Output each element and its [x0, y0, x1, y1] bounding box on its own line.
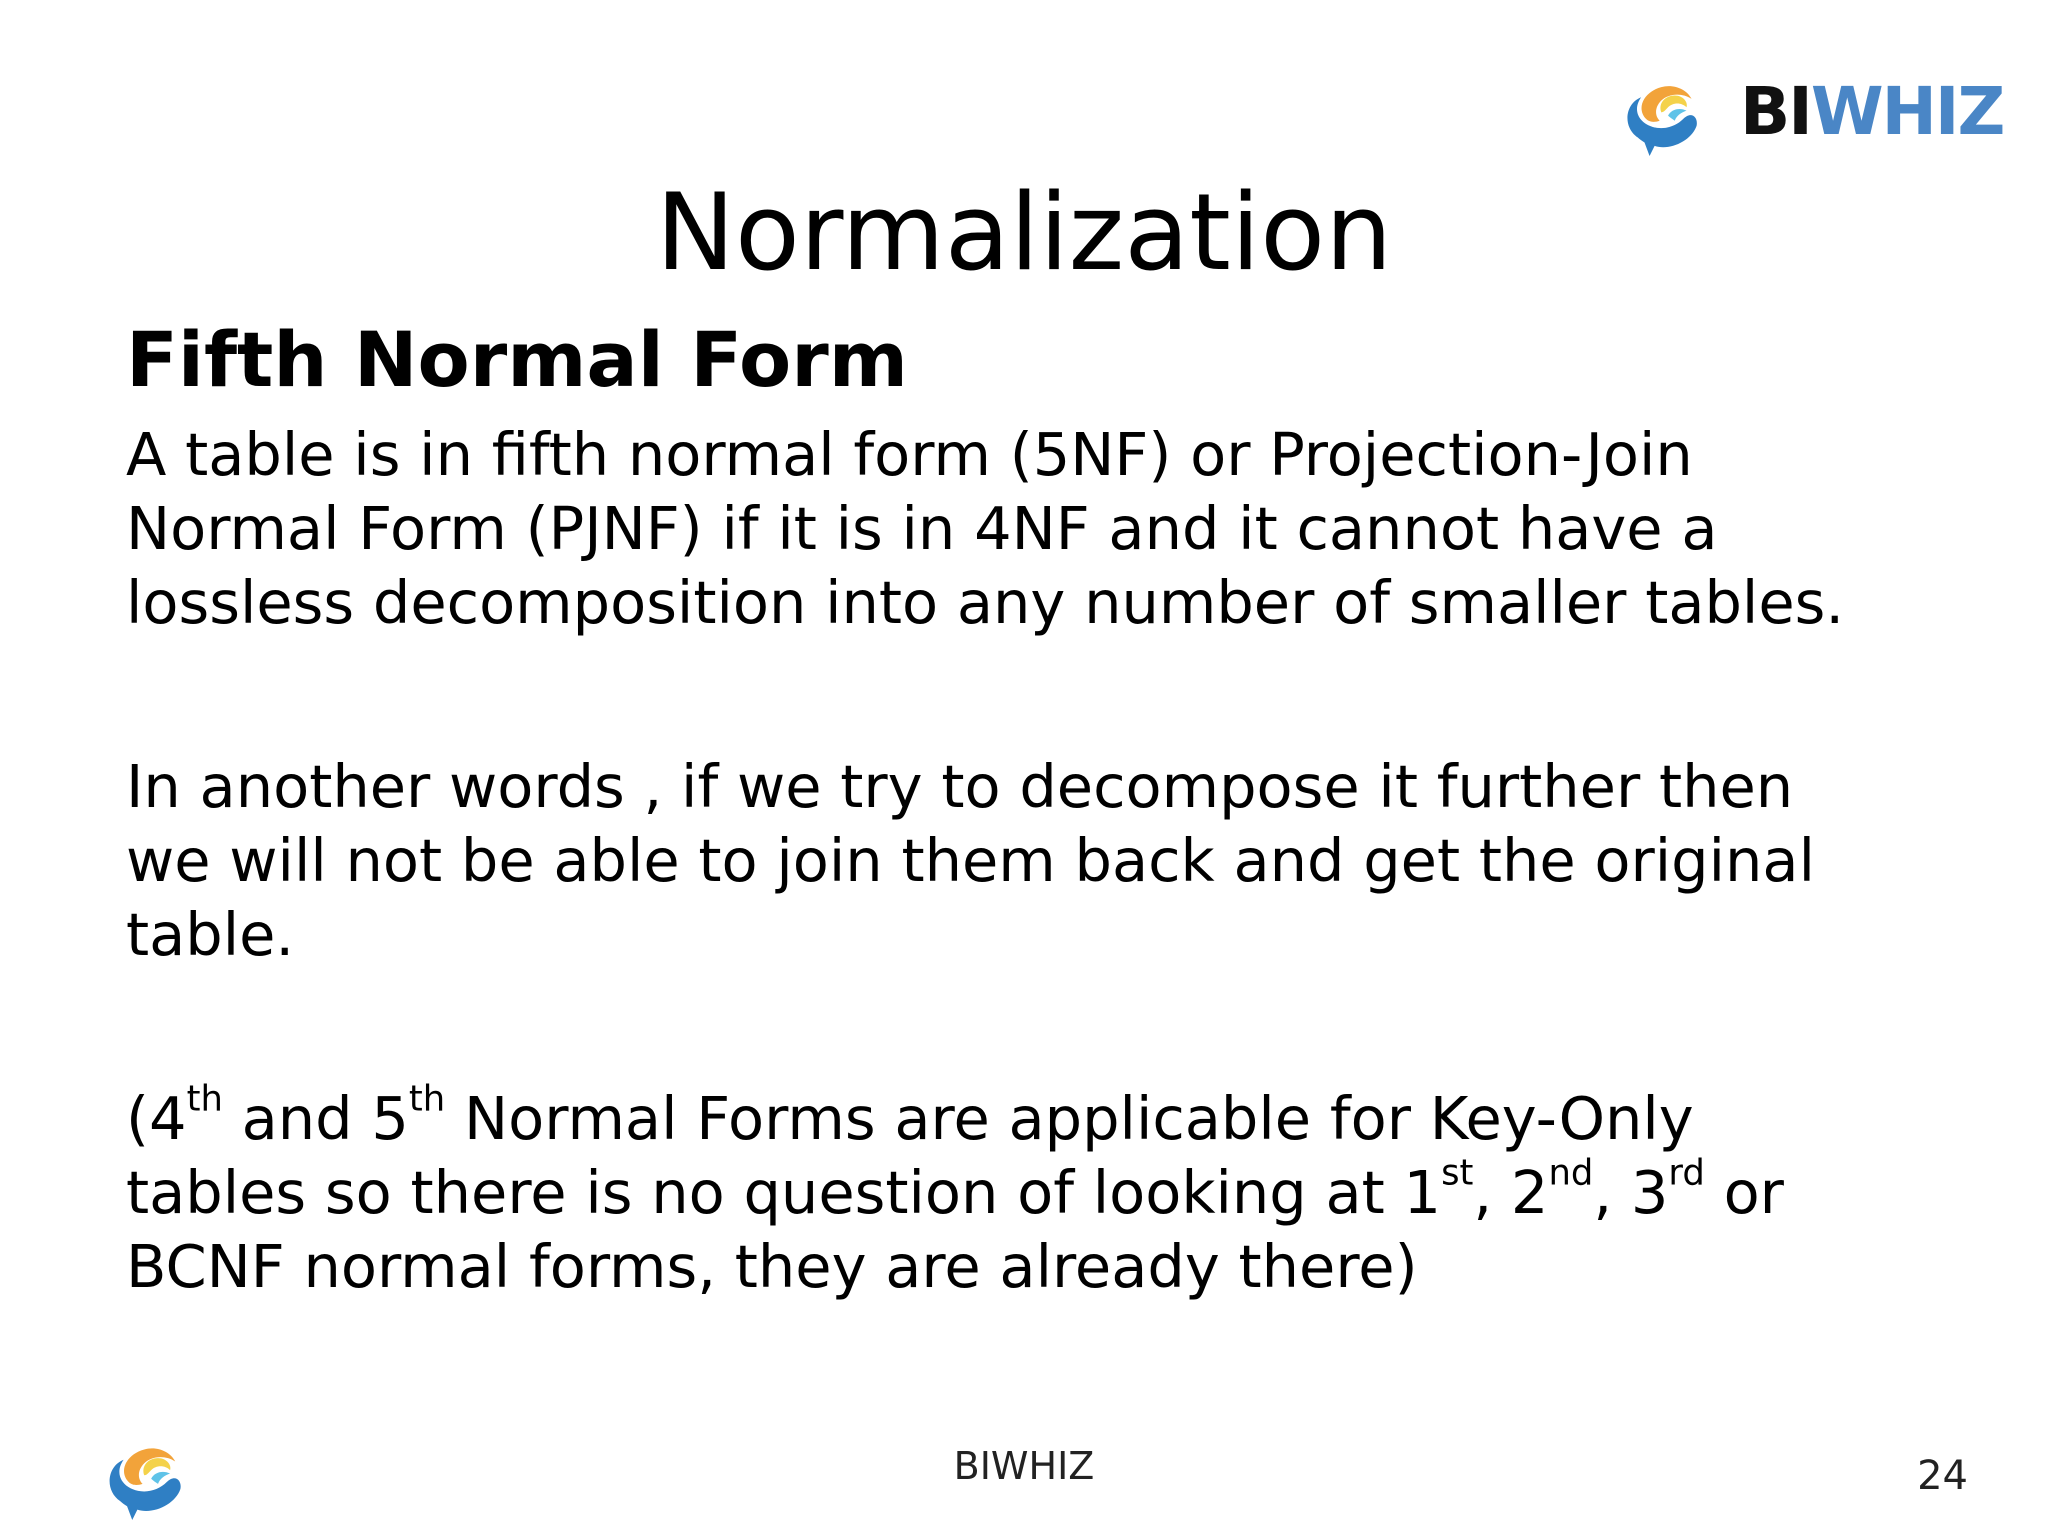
text-run: , 2 — [1473, 1158, 1549, 1227]
footer-text: BIWHIZ — [953, 1444, 1095, 1488]
page-number: 24 — [1917, 1453, 1968, 1499]
ordinal-suffix: th — [408, 1078, 446, 1120]
paragraph-line — [126, 1152, 2006, 1230]
paragraph-line: In another words , if we try to decompose it further then — [126, 752, 1794, 821]
ordinal-suffix: nd — [1548, 1152, 1594, 1194]
paragraph-line: A table is in fifth normal form (5NF) or Projection-Join — [126, 420, 1693, 489]
definition-paragraph — [126, 418, 2006, 640]
text-run: or — [1704, 1158, 1784, 1227]
biwhiz-logo-icon — [1620, 72, 1706, 156]
text-run: (4 — [126, 1084, 187, 1153]
paragraph-line: we will not be able to join them back and get the original — [126, 826, 1815, 895]
paragraph-line — [126, 1078, 2006, 1156]
slide-content — [126, 316, 2006, 1304]
brand-wordmark — [1740, 70, 2003, 154]
text-run: Normal Forms are applicable for Key-Only — [445, 1084, 1694, 1153]
paragraph-line: lossless decomposition into any number of smaller tables. — [126, 568, 1845, 637]
ordinal-suffix: st — [1441, 1152, 1474, 1194]
explanation-paragraph — [126, 750, 2006, 972]
brand-bi: BI — [1740, 73, 1811, 150]
paragraph-line: Normal Form (PJNF) if it is in 4NF and it cannot have a — [126, 494, 1718, 563]
slide-title: Normalization — [655, 171, 1393, 294]
ordinal-suffix: rd — [1668, 1152, 1705, 1194]
paragraph-line: BCNF normal forms, they are already there) — [126, 1232, 1418, 1301]
section-heading: Fifth Normal Form — [126, 315, 908, 404]
text-run: tables so there is no question of looking at 1 — [126, 1158, 1442, 1227]
text-run: , 3 — [1593, 1158, 1669, 1227]
text-run: and 5 — [222, 1084, 409, 1153]
note-paragraph — [126, 1078, 2006, 1304]
brand-whiz: WHIZ — [1810, 73, 2004, 150]
ordinal-suffix: th — [186, 1078, 223, 1120]
paragraph-line: table. — [126, 900, 295, 969]
